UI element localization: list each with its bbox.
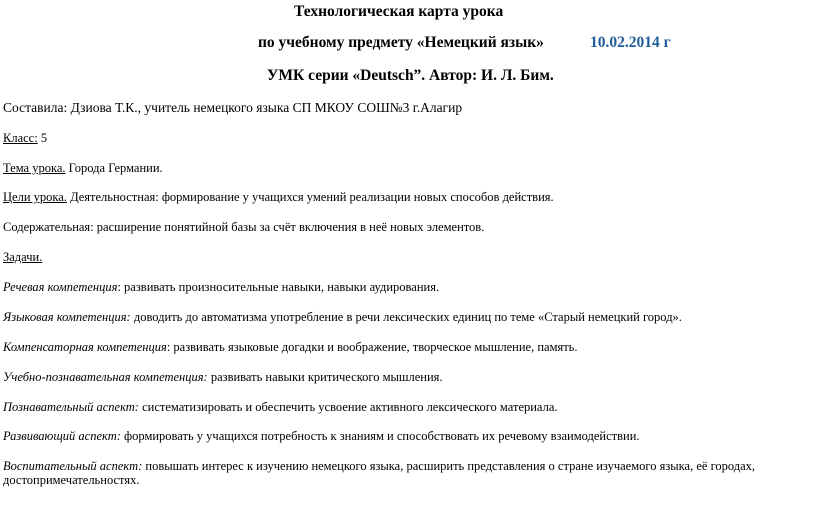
- task-item: [3, 370, 443, 385]
- task-label: Языковая компетенция:: [3, 310, 131, 324]
- task-text: систематизировать и обеспечить усвоение активного лексического материала.: [138, 400, 558, 414]
- task-label: Речевая компетенция: [3, 280, 118, 294]
- goals-label: Цели урока.: [3, 190, 67, 204]
- task-label: Познавательный аспект:: [3, 400, 139, 414]
- tasks-label: Задачи.: [3, 250, 43, 264]
- grade-label: Класс:: [3, 131, 38, 145]
- task-item: [3, 400, 558, 415]
- lesson-date: 10.02.2014 г: [590, 34, 671, 51]
- document-title: Технологическая карта урока: [294, 3, 504, 20]
- task-text: доводить до автоматизма употребление в речи лексических единиц по теме «Старый немецкий город».: [130, 310, 682, 324]
- topic-label: Тема урока.: [3, 161, 66, 175]
- task-label: Воспитательный аспект:: [3, 459, 143, 473]
- subject-line: по учебному предмету «Немецкий язык»: [258, 34, 544, 51]
- topic-line: [3, 161, 163, 176]
- umk-line: УМК серии «Deutsch”. Автор: И. Л. Бим.: [267, 67, 554, 84]
- task-label: Учебно-познавательная компетенция:: [3, 370, 208, 384]
- task-label: Развивающий аспект:: [3, 429, 121, 443]
- task-label: Компенсаторная компетенция: [3, 340, 167, 354]
- goals-value: Деятельностная: формирование у учащихся умений реализации новых способов действия.: [66, 190, 554, 204]
- task-item: [3, 459, 783, 487]
- grade-line: [3, 131, 47, 146]
- grade-value: 5: [37, 131, 48, 145]
- task-text: : развивать произносительные навыки, навыки аудирования.: [117, 280, 440, 294]
- task-item: [3, 429, 640, 444]
- task-text: повышать интерес к изучению немецкого языка, расширить представления о стране изучаемого языка, её городах, достопримечательностях.: [3, 459, 756, 487]
- content-goal-line: Содержательная: расширение понятийной базы за счёт включения в неё новых элементов.: [3, 220, 485, 234]
- task-text: развивать навыки критического мышления.: [207, 370, 443, 384]
- task-item: [3, 340, 578, 355]
- task-text: формировать у учащихся потребность к знаниям и способствовать их речевому взаимодействии.: [120, 429, 640, 443]
- goals-line: [3, 190, 554, 205]
- task-item: [3, 280, 439, 295]
- topic-value: Города Германии.: [65, 161, 163, 175]
- task-item: [3, 310, 682, 325]
- task-text: : развивать языковые догадки и воображение, творческое мышление, память.: [166, 340, 578, 354]
- author-line: Составила: Дзиова Т.К., учитель немецкого языка СП МКОУ СОШ№3 г.Алагир: [3, 100, 463, 115]
